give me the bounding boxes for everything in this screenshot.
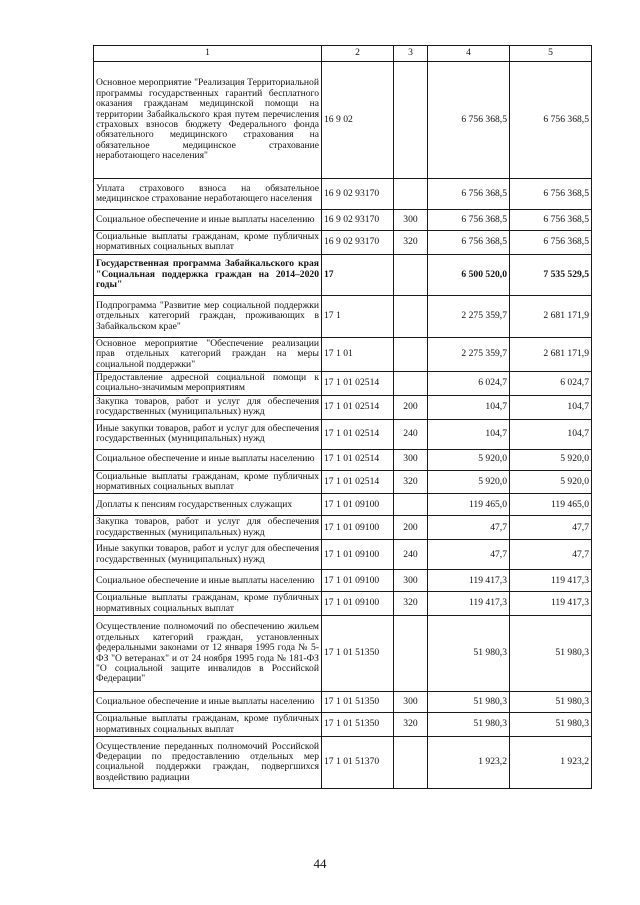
- table-row: [94, 540, 592, 570]
- row-amount-2-cell: 51 980,3: [510, 692, 592, 713]
- row-amount-1-cell: 119 465,0: [428, 494, 510, 516]
- row-name-cell: Иные закупки товаров, работ и услуг для обеспечения государственных (муниципальных) нужд: [94, 540, 322, 570]
- row-amount-1-cell: 6 756 368,5: [428, 210, 510, 231]
- row-expense-type-cell: [394, 616, 428, 692]
- col-header-name: 1: [94, 46, 322, 62]
- row-expense-type-cell: [394, 295, 428, 337]
- row-code-cell: 17 1 01 09100: [322, 570, 394, 592]
- row-code-cell: 17 1 01 02514: [322, 395, 394, 419]
- row-code-cell: 16 9 02 93170: [322, 210, 394, 231]
- row-amount-2-cell: 2 681 171,9: [510, 337, 592, 371]
- table-row: [94, 449, 592, 470]
- col-header-code: 2: [322, 46, 394, 62]
- row-expense-type-cell: [394, 372, 428, 396]
- row-expense-type-cell: [394, 337, 428, 371]
- row-code-cell: 17 1 01 51350: [322, 616, 394, 692]
- row-name-cell: Государственная программа Забайкальского края "Социальная поддержка граждан на 2014–2020 годы": [94, 254, 322, 295]
- row-code-cell: 17 1 01 51370: [322, 736, 394, 788]
- row-amount-2-cell: 51 980,3: [510, 616, 592, 692]
- row-name-cell: Социальные выплаты гражданам, кроме публичных нормативных социальных выплат: [94, 592, 322, 616]
- row-expense-type-cell: [394, 62, 428, 179]
- row-amount-2-cell: 6 756 368,5: [510, 179, 592, 210]
- row-amount-1-cell: 5 920,0: [428, 470, 510, 494]
- row-amount-1-cell: 2 275 359,7: [428, 337, 510, 371]
- row-code-cell: 17 1 01 02514: [322, 419, 394, 449]
- row-code-cell: 17 1 01 09100: [322, 592, 394, 616]
- row-name-cell: Основное мероприятие "Реализация Территориальной программы государственных гарантий бесплатного оказания гражданам медицинской помощи на территории Забайкальского края путем перечисления страховых взносов бюджету Федерального фонда обязательного медицинского страхования на обязательное медицинское страхование неработающего населения": [94, 62, 322, 179]
- table-row: [94, 570, 592, 592]
- table-row: [94, 419, 592, 449]
- row-amount-1-cell: 104,7: [428, 395, 510, 419]
- row-amount-2-cell: 47,7: [510, 516, 592, 540]
- row-code-cell: 16 9 02: [322, 62, 394, 179]
- row-amount-1-cell: 6 500 520,0: [428, 254, 510, 295]
- row-amount-2-cell: 5 920,0: [510, 449, 592, 470]
- row-amount-1-cell: 119 417,3: [428, 592, 510, 616]
- row-amount-2-cell: 119 465,0: [510, 494, 592, 516]
- row-name-cell: Социальное обеспечение и иные выплаты населению: [94, 210, 322, 231]
- table-row: [94, 736, 592, 788]
- row-amount-2-cell: 7 535 529,5: [510, 254, 592, 295]
- col-header-sum1: 4: [428, 46, 510, 62]
- row-amount-2-cell: 119 417,3: [510, 570, 592, 592]
- col-header-sum2: 5: [510, 46, 592, 62]
- row-expense-type-cell: 320: [394, 470, 428, 494]
- table-row: [94, 210, 592, 231]
- row-name-cell: Предоставление адресной социальной помощи к социально-значимым мероприятиям: [94, 372, 322, 396]
- header-row: [94, 46, 592, 62]
- page-number: 44: [313, 856, 327, 871]
- row-expense-type-cell: [394, 494, 428, 516]
- row-amount-1-cell: 2 275 359,7: [428, 295, 510, 337]
- row-code-cell: 17 1 01: [322, 337, 394, 371]
- row-code-cell: 17 1 01 09100: [322, 494, 394, 516]
- row-amount-1-cell: 6 756 368,5: [428, 62, 510, 179]
- row-name-cell: Доплаты к пенсиям государственных служащих: [94, 494, 322, 516]
- row-expense-type-cell: 240: [394, 540, 428, 570]
- row-name-cell: Социальное обеспечение и иные выплаты населению: [94, 570, 322, 592]
- row-code-cell: 17: [322, 254, 394, 295]
- row-amount-2-cell: 104,7: [510, 419, 592, 449]
- row-amount-2-cell: 6 756 368,5: [510, 210, 592, 231]
- row-amount-1-cell: 47,7: [428, 540, 510, 570]
- row-amount-1-cell: 51 980,3: [428, 692, 510, 713]
- table-row: [94, 62, 592, 179]
- row-expense-type-cell: 200: [394, 395, 428, 419]
- row-name-cell: Иные закупки товаров, работ и услуг для обеспечения государственных (муниципальных) нужд: [94, 419, 322, 449]
- table-row: [94, 592, 592, 616]
- row-amount-2-cell: 6 756 368,5: [510, 231, 592, 255]
- row-amount-1-cell: 6 756 368,5: [428, 231, 510, 255]
- row-code-cell: 17 1 01 51350: [322, 692, 394, 713]
- row-expense-type-cell: 320: [394, 592, 428, 616]
- row-name-cell: Осуществление переданных полномочий Российской Федерации по предоставлению отдельных мер социальной поддержки граждан, подвергшихся воздействию радиации: [94, 736, 322, 788]
- row-code-cell: 17 1 01 09100: [322, 540, 394, 570]
- row-expense-type-cell: 320: [394, 231, 428, 255]
- row-amount-1-cell: 51 980,3: [428, 713, 510, 737]
- row-expense-type-cell: 300: [394, 210, 428, 231]
- row-expense-type-cell: [394, 254, 428, 295]
- table-row: [94, 616, 592, 692]
- row-code-cell: 16 9 02 93170: [322, 231, 394, 255]
- row-name-cell: Уплата страхового взноса на обязательное медицинское страхование неработающего населения: [94, 179, 322, 210]
- row-amount-2-cell: 104,7: [510, 395, 592, 419]
- table-row: [94, 494, 592, 516]
- table-row: [94, 516, 592, 540]
- row-expense-type-cell: 300: [394, 449, 428, 470]
- row-amount-2-cell: 51 980,3: [510, 713, 592, 737]
- row-amount-1-cell: 1 923,2: [428, 736, 510, 788]
- row-amount-1-cell: 5 920,0: [428, 449, 510, 470]
- row-name-cell: Закупка товаров, работ и услуг для обеспечения государственных (муниципальных) нужд: [94, 395, 322, 419]
- row-expense-type-cell: [394, 736, 428, 788]
- row-amount-1-cell: 47,7: [428, 516, 510, 540]
- row-amount-2-cell: 47,7: [510, 540, 592, 570]
- table-row: [94, 395, 592, 419]
- row-name-cell: Социальное обеспечение и иные выплаты населению: [94, 692, 322, 713]
- row-code-cell: 17 1 01 02514: [322, 449, 394, 470]
- row-name-cell: Социальное обеспечение и иные выплаты населению: [94, 449, 322, 470]
- row-amount-2-cell: 6 024,7: [510, 372, 592, 396]
- table-row: [94, 713, 592, 737]
- row-code-cell: 17 1: [322, 295, 394, 337]
- table-row: [94, 254, 592, 295]
- row-name-cell: Осуществление полномочий по обеспечению жильем отдельных категорий граждан, установленных федеральными законами от 12 января 1995 года № 5-ФЗ "О ветеранах" и от 24 ноября 1995 года № 181-ФЗ "О социальной защите инвалидов в Российской Федерации": [94, 616, 322, 692]
- table-row: [94, 692, 592, 713]
- row-expense-type-cell: 300: [394, 692, 428, 713]
- row-amount-1-cell: 104,7: [428, 419, 510, 449]
- row-amount-2-cell: 2 681 171,9: [510, 295, 592, 337]
- row-expense-type-cell: [394, 179, 428, 210]
- row-name-cell: Социальные выплаты гражданам, кроме публичных нормативных социальных выплат: [94, 231, 322, 255]
- row-name-cell: Закупка товаров, работ и услуг для обеспечения государственных (муниципальных) нужд: [94, 516, 322, 540]
- row-amount-1-cell: 51 980,3: [428, 616, 510, 692]
- row-code-cell: 17 1 01 09100: [322, 516, 394, 540]
- row-expense-type-cell: 200: [394, 516, 428, 540]
- row-code-cell: 17 1 01 51350: [322, 713, 394, 737]
- table-body: [94, 62, 592, 789]
- row-amount-1-cell: 6 756 368,5: [428, 179, 510, 210]
- row-amount-1-cell: 6 024,7: [428, 372, 510, 396]
- row-amount-2-cell: 6 756 368,5: [510, 62, 592, 179]
- row-amount-2-cell: 5 920,0: [510, 470, 592, 494]
- row-name-cell: Социальные выплаты гражданам, кроме публичных нормативных социальных выплат: [94, 470, 322, 494]
- row-code-cell: 17 1 01 02514: [322, 470, 394, 494]
- row-expense-type-cell: 320: [394, 713, 428, 737]
- row-expense-type-cell: 300: [394, 570, 428, 592]
- row-amount-1-cell: 119 417,3: [428, 570, 510, 592]
- table-row: [94, 337, 592, 371]
- row-amount-2-cell: 119 417,3: [510, 592, 592, 616]
- row-name-cell: Подпрограмма "Развитие мер социальной поддержки отдельных категорий граждан, проживающих в Забайкальском крае": [94, 295, 322, 337]
- row-name-cell: Социальные выплаты гражданам, кроме публичных нормативных социальных выплат: [94, 713, 322, 737]
- row-code-cell: 17 1 01 02514: [322, 372, 394, 396]
- row-code-cell: 16 9 02 93170: [322, 179, 394, 210]
- row-amount-2-cell: 1 923,2: [510, 736, 592, 788]
- row-name-cell: Основное мероприятие "Обеспечение реализации прав отдельных категорий граждан на меры социальной поддержки": [94, 337, 322, 371]
- table-row: [94, 372, 592, 396]
- table-row: [94, 179, 592, 210]
- col-header-vr: 3: [394, 46, 428, 62]
- table-row: [94, 231, 592, 255]
- table-row: [94, 295, 592, 337]
- budget-table: [93, 45, 592, 789]
- table-row: [94, 470, 592, 494]
- row-expense-type-cell: 240: [394, 419, 428, 449]
